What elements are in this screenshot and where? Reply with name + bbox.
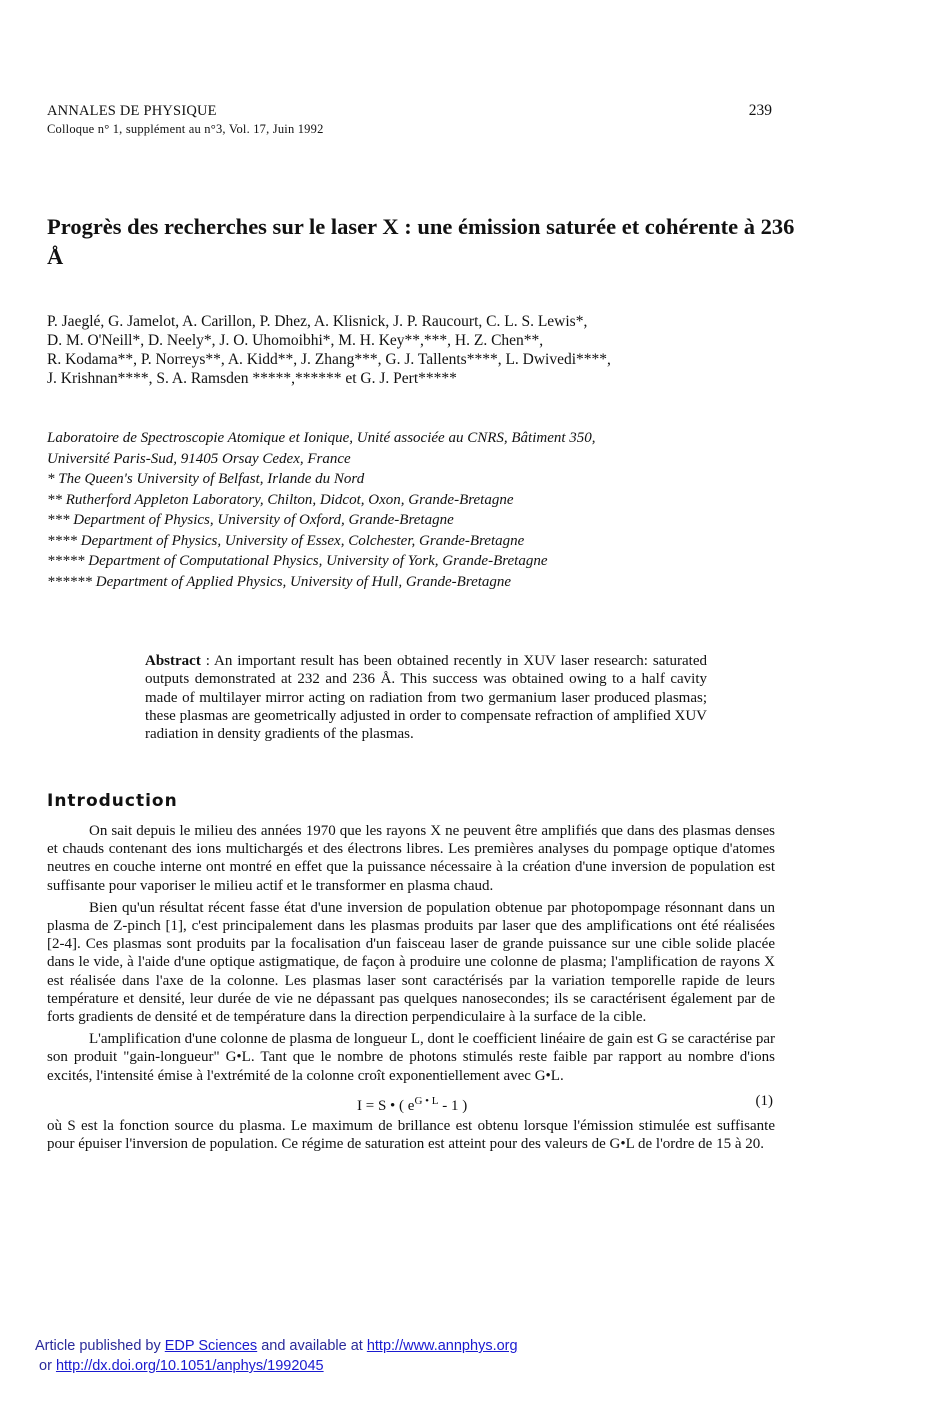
affiliation-line: Laboratoire de Spectroscopie Atomique et Ionique, Unité associée au CNRS, Bâtiment 350,	[47, 430, 596, 446]
affiliation-line: **** Department of Physics, University of Essex, Colchester, Grande-Bretagne	[47, 532, 525, 549]
footer-text: or	[39, 1358, 56, 1374]
site-link[interactable]: http://www.annphys.org	[366, 1338, 518, 1354]
journal-header	[47, 102, 324, 138]
body-text	[47, 822, 775, 1157]
affiliation-line: *** Department of Physics, University of Oxford, Grande-Bretagne	[47, 512, 454, 528]
abstract-label: Abstract	[145, 653, 201, 669]
footer-text: Article published by	[35, 1338, 165, 1354]
footer-line-1	[35, 1336, 518, 1356]
equation-lhs: I = S • ( e	[357, 1097, 415, 1114]
author-list	[47, 312, 775, 388]
paragraph: On sait depuis le milieu des années 1970 que les rayons X ne peuvent être amplifiés que dans des plasmas denses et chauds contenant des ions multichargés et des électrons libres. Les premières analyses du pompage optique d'atomes neutres en couche interne ont montré en effet que la puissance nécessaire à la création d'une inversion de population est suffisante pour vaporiser le milieu actif et le transformer en plasma chaud.	[47, 823, 775, 894]
paragraph: Bien qu'un résultat récent fasse état d'une inversion de population obtenue par photopompage résonnant dans un plasma de Z-pinch [1], c'est principalement dans les plasmas produits par laser que des amplifications ont été réalisées [2-4]. Ces plasmas sont produits par la focalisation d'un faisceau laser de grande puissance sur une cible solide placée dans le vide, à l'aide d'une optique astigmatique, de façon à produire une colonne de plasma; l'amplification de rayons X est réalisée dans l'axe de la colonne. Les plasmas laser sont caractérisés par la variation temporelle rapide de leurs température et densité, leur durée de vie ne dépassant pas quelques nanosecondes; ils se caractérisent également par de forts gradients de densité et de température dans la direction perpendiculaire à la surface de la cible.	[47, 899, 775, 1026]
affiliation-line: ****** Department of Applied Physics, University of Hull, Grande-Bretagne	[47, 573, 512, 590]
footer-line-2	[35, 1356, 518, 1376]
footer-text: and available at	[257, 1338, 367, 1354]
paper-title: Progrès des recherches sur le laser X : une émission saturée et cohérente à 236 Å	[47, 214, 795, 269]
page-number: 239	[748, 102, 772, 119]
abstract	[145, 652, 707, 743]
doi-link[interactable]: http://dx.doi.org/10.1051/anphys/1992045	[55, 1358, 324, 1374]
author-line: P. Jaeglé, G. Jamelot, A. Carillon, P. Dhez, A. Klisnick, J. P. Raucourt, C. L. S. Lewis*,	[47, 313, 588, 330]
affiliation-line: ***** Department of Computational Physics, University of York, Grande-Bretagne	[47, 553, 548, 569]
affiliation-line: * The Queen's University of Belfast, Irlande du Nord	[47, 471, 365, 487]
abstract-text: : An important result has been obtained recently in XUV laser research: saturated outputs demonstrated at 232 and 236 Å. This success was obtained owing to a half cavity made of multilayer mirror acting on radiation from two germanium laser produced plasmas; these plasmas are geometrically adjusted in order to compensate refraction of amplified XUV radiation in density gradients of the plasmas.	[145, 653, 707, 743]
author-line: J. Krishnan****, S. A. Ramsden *****,****** et G. J. Pert*****	[47, 370, 457, 387]
publisher-link[interactable]: EDP Sciences	[164, 1338, 258, 1354]
paragraph: où S est la fonction source du plasma. Le maximum de brillance est obtenu lorsque l'émission stimulée est suffisante pour épuiser l'inversion de population. Ce régime de saturation est atteint pour des valeurs de G•L de l'ordre de 15 à 20.	[47, 1117, 775, 1153]
equation-number: (1)	[755, 1092, 773, 1109]
equation-exponent: G • L	[414, 1094, 439, 1107]
equation-1	[47, 1089, 775, 1115]
author-line: D. M. O'Neill*, D. Neely*, J. O. Uhomoibhi*, M. H. Key**,***, H. Z. Chen**,	[47, 332, 544, 349]
paragraph: L'amplification d'une colonne de plasma de longueur L, dont le coefficient linéaire de gain est G se caractérise par son produit "gain-longueur" G•L. Tant que le nombre de photons stimulés reste faible par rapport au nombre d'ions excités, l'intensité émise à l'extrémité de la colonne croît exponentiellement avec G•L.	[47, 1031, 775, 1084]
journal-name: ANNALES DE PHYSIQUE	[47, 103, 217, 119]
section-heading: Introduction	[47, 791, 178, 811]
equation-rhs: - 1 )	[438, 1097, 468, 1114]
equation-formula	[357, 1092, 467, 1115]
affiliation-list	[47, 428, 787, 592]
publication-footer	[35, 1336, 518, 1376]
affiliation-line: ** Rutherford Appleton Laboratory, Chilton, Didcot, Oxon, Grande-Bretagne	[47, 491, 514, 508]
affiliation-line: Université Paris-Sud, 91405 Orsay Cedex, France	[47, 450, 351, 467]
author-line: R. Kodama**, P. Norreys**, A. Kidd**, J. Zhang***, G. J. Tallents****, L. Dwivedi****,	[47, 351, 611, 368]
journal-issue: Colloque n° 1, supplément au n°3, Vol. 17, Juin 1992	[47, 122, 324, 136]
